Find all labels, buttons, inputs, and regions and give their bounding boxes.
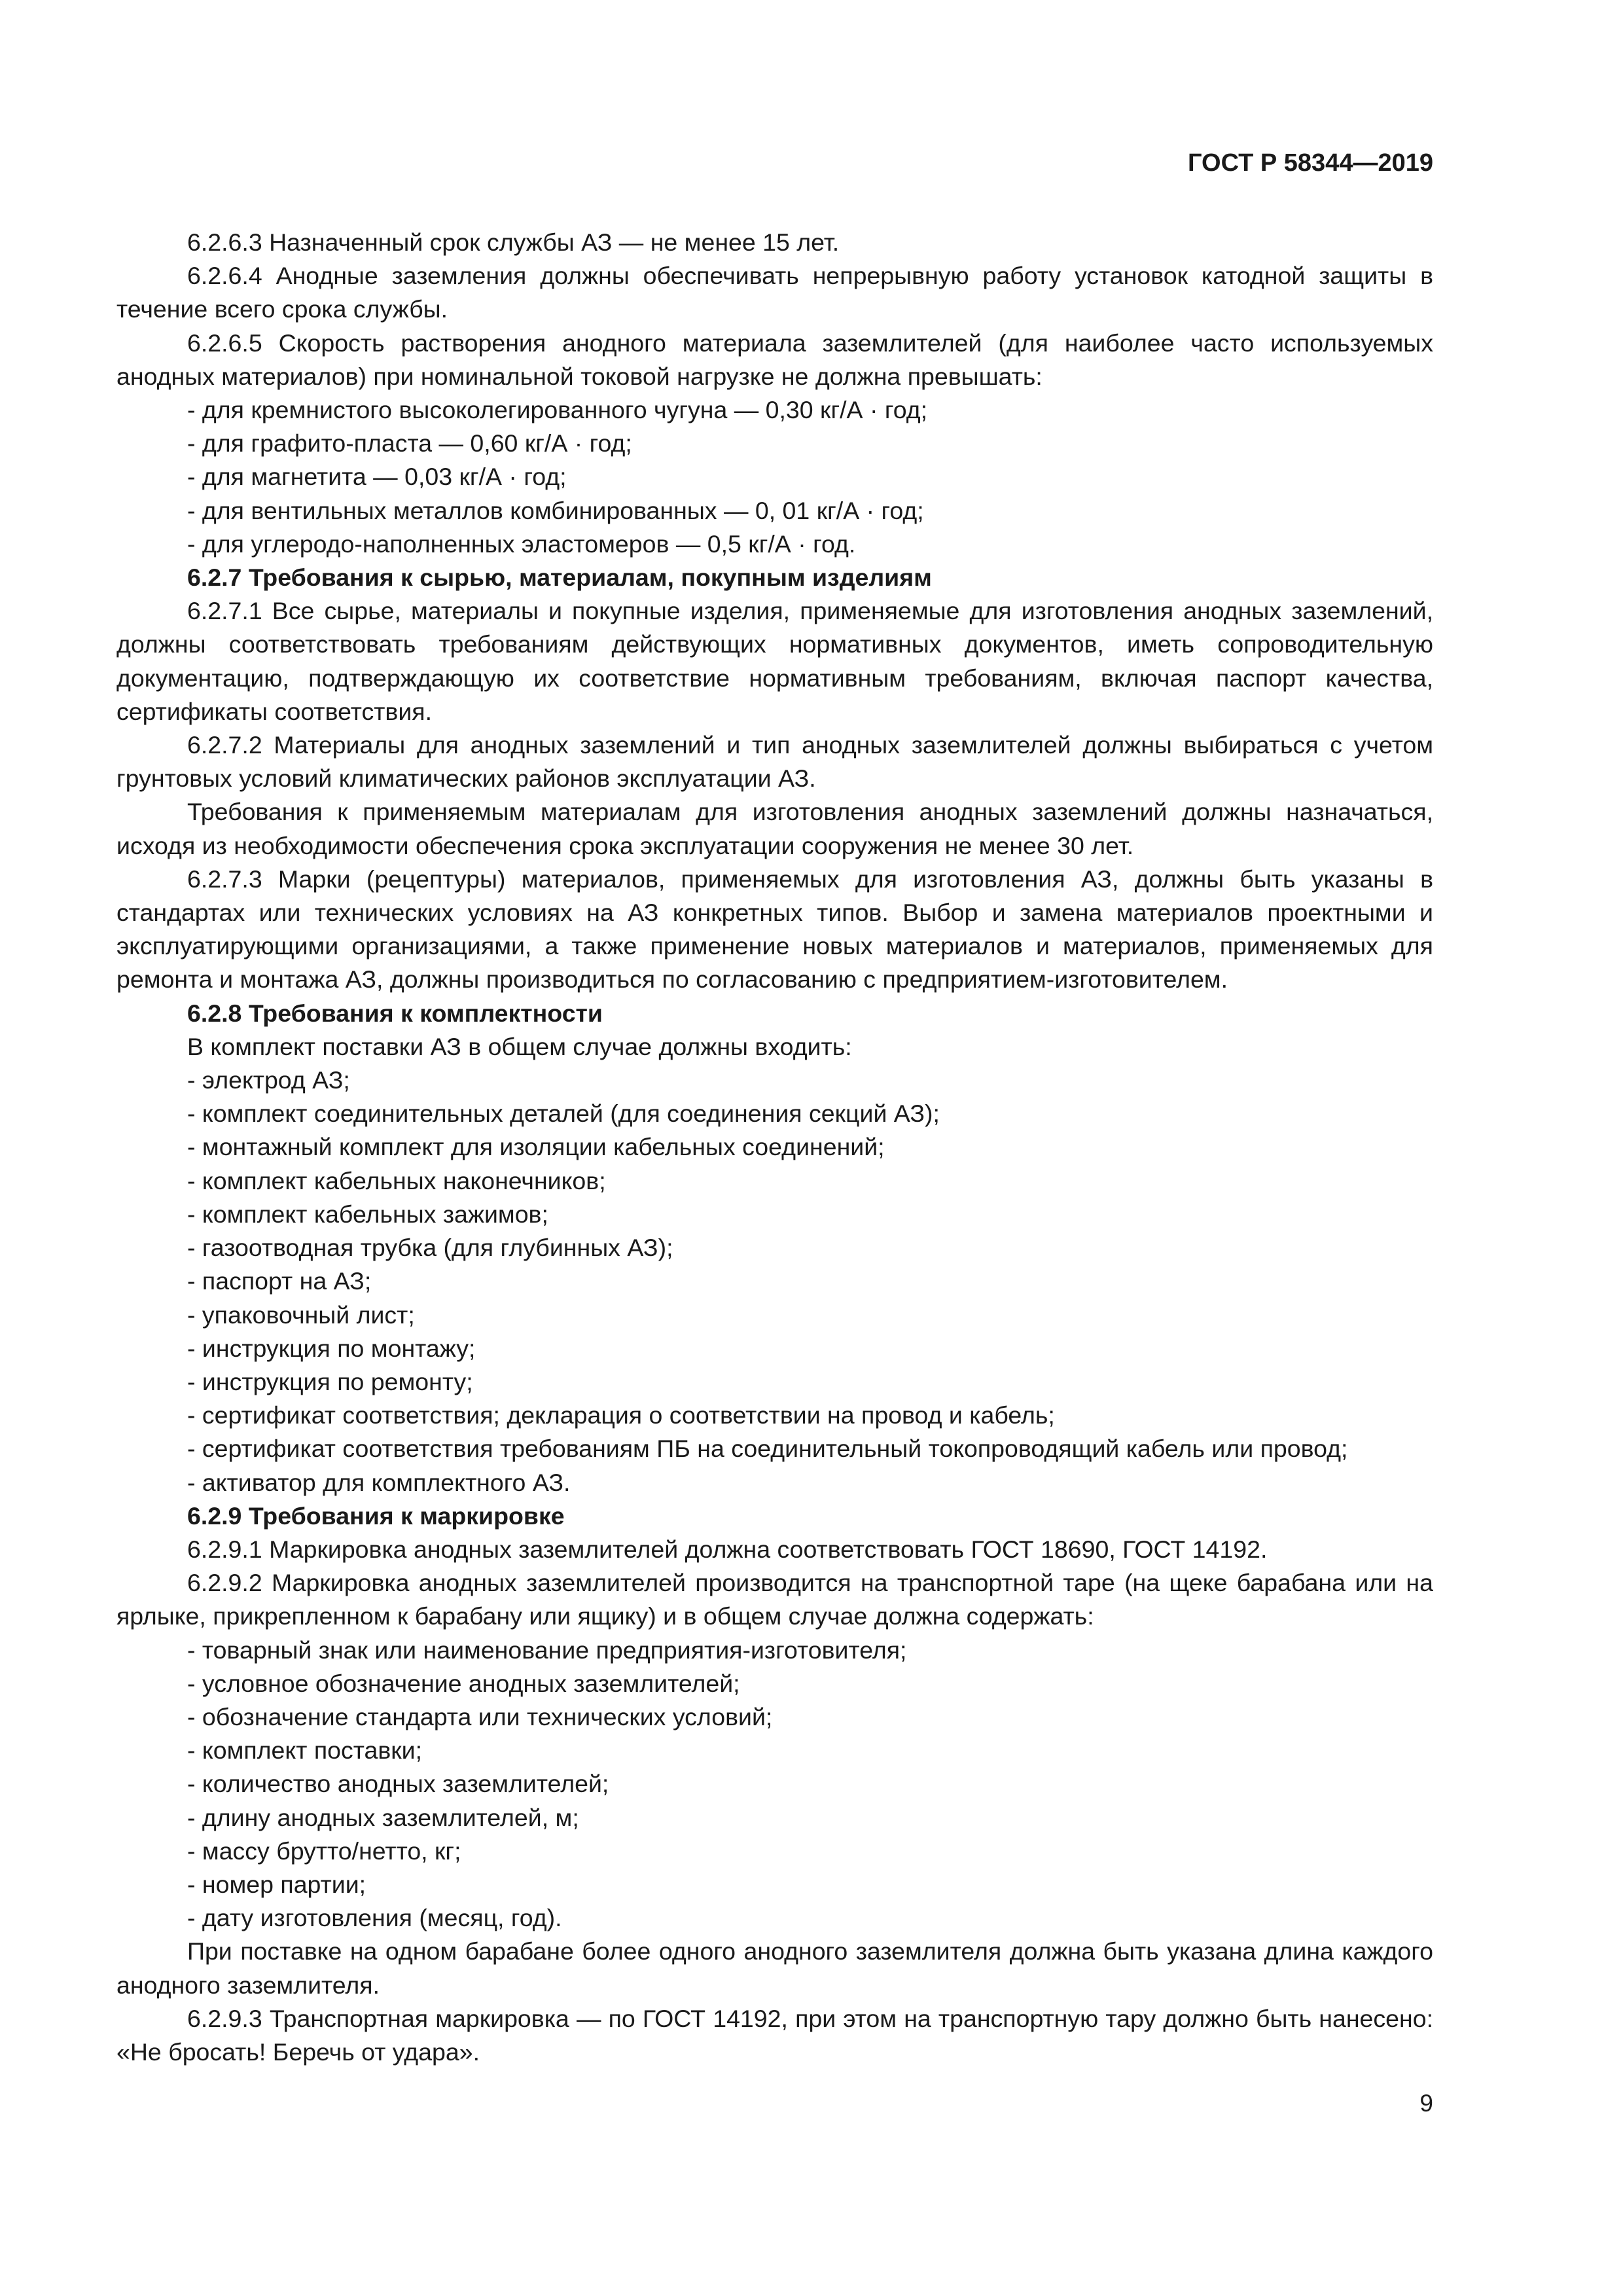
document-id-header: ГОСТ Р 58344—2019 xyxy=(1188,149,1433,177)
list-item: - монтажный комплект для изоляции кабельных соединений; xyxy=(187,1133,885,1161)
list-item: - для углеродо-наполненных эластомеров — 0,5 кг/А · год. xyxy=(187,529,856,558)
list-item: - сертификат соответствия требованиям ПБ на соединительный токопроводящий кабель или провод; xyxy=(187,1435,1348,1463)
list-item: - длину анодных заземлителей, м; xyxy=(187,1803,579,1831)
list-item: - для кремнистого высоколегированного чугуна — 0,30 кг/А · год; xyxy=(187,396,928,424)
list-item: - товарный знак или наименование предприятия-изготовителя; xyxy=(187,1636,907,1664)
list-item: - инструкция по ремонту; xyxy=(187,1367,473,1395)
paragraph: 6.2.9.3 Транспортная маркировка — по ГОСТ 14192, при этом на транспортную тару должно быть нанесено: «Не бросать! Беречь от удара». xyxy=(116,2004,1433,2066)
paragraph: Требования к применяемым материалам для изготовления анодных заземлений должны назначаться, исходя из необходимости обеспечения срока эксплуатации сооружения не менее 30 лет. xyxy=(116,798,1433,859)
list-item: - комплект поставки; xyxy=(187,1736,423,1765)
paragraph: 6.2.6.5 Скорость растворения анодного материала заземлителей (для наиболее часто используемых анодных материалов) при номинальной токовой нагрузке не должна превышать: xyxy=(116,329,1433,390)
page-number: 9 xyxy=(1419,2090,1433,2117)
list-item: - инструкция по монтажу; xyxy=(187,1334,476,1362)
list-item: - условное обозначение анодных заземлителей; xyxy=(187,1669,740,1697)
list-item: - массу брутто/нетто, кг; xyxy=(187,1837,461,1865)
paragraph: При поставке на одном барабане более одного анодного заземлителя должна быть указана длина каждого анодного заземлителя. xyxy=(116,1937,1433,1999)
section-heading: 6.2.8 Требования к комплектности xyxy=(187,999,603,1027)
list-item: - активатор для комплектного АЗ. xyxy=(187,1468,571,1496)
list-item: - для графито-пласта — 0,60 кг/А · год; xyxy=(187,429,632,457)
section-heading: 6.2.7 Требования к сырью, материалам, покупным изделиям xyxy=(187,564,932,592)
list-item: - комплект соединительных деталей (для соединения секций АЗ); xyxy=(187,1100,940,1128)
list-item: - паспорт на АЗ; xyxy=(187,1267,372,1295)
paragraph: 6.2.7.2 Материалы для анодных заземлений и тип анодных заземлителей должны выбираться с учетом грунтовых условий климатических районов эксплуатации АЗ. xyxy=(116,731,1433,793)
list-item: - электрод АЗ; xyxy=(187,1066,350,1094)
list-item: - количество анодных заземлителей; xyxy=(187,1770,609,1798)
list-item: - для вентильных металлов комбинированных — 0, 01 кг/А · год; xyxy=(187,496,924,524)
section-heading: 6.2.9 Требования к маркировке xyxy=(187,1501,565,1530)
paragraph: 6.2.7.3 Марки (рецептуры) материалов, применяемых для изготовления АЗ, должны быть указаны в стандартах или технических условиях на АЗ конкретных типов. Выбор и замена материалов проектными и эксплуатирующими организациями, а также применение новых материалов и материалов, применяемых для ремонта и монтажа АЗ, должны производиться по согласованию с предприятием-изготовителем. xyxy=(116,865,1433,994)
list-item: - номер партии; xyxy=(187,1870,366,1898)
list-item: - сертификат соответствия; декларация о соответствии на провод и кабель; xyxy=(187,1401,1055,1429)
list-item: - обозначение стандарта или технических условий; xyxy=(187,1702,773,1731)
document-body xyxy=(116,226,1433,2069)
list-item: - комплект кабельных зажимов; xyxy=(187,1200,548,1228)
list-item: - газоотводная трубка (для глубинных АЗ); xyxy=(187,1234,673,1262)
list-item: - комплект кабельных наконечников; xyxy=(187,1166,606,1194)
paragraph: 6.2.6.4 Анодные заземления должны обеспечивать непрерывную работу установок катодной защиты в течение всего срока службы. xyxy=(116,262,1433,323)
paragraph: 6.2.6.3 Назначенный срок службы АЗ — не менее 15 лет. xyxy=(187,228,840,256)
list-item: - упаковочный лист; xyxy=(187,1300,415,1329)
list-item: - дату изготовления (месяц, год). xyxy=(187,1904,562,1932)
paragraph: 6.2.7.1 Все сырье, материалы и покупные изделия, применяемые для изготовления анодных заземлений, должны соответствовать требованиям действующих нормативных документов, иметь сопроводительную документацию, подтверждающую их соответствие нормативным требованиям, включая паспорт качества, сертификаты соответствия. xyxy=(116,597,1433,725)
paragraph: В комплект поставки АЗ в общем случае должны входить: xyxy=(187,1032,852,1060)
paragraph: 6.2.9.2 Маркировка анодных заземлителей производится на транспортной таре (на щеке барабана или на ярлыке, прикрепленном к барабану или ящику) и в общем случае должна содержать: xyxy=(116,1569,1433,1630)
list-item: - для магнетита — 0,03 кг/А · год; xyxy=(187,463,567,491)
paragraph: 6.2.9.1 Маркировка анодных заземлителей должна соответствовать ГОСТ 18690, ГОСТ 14192. xyxy=(187,1535,1268,1563)
